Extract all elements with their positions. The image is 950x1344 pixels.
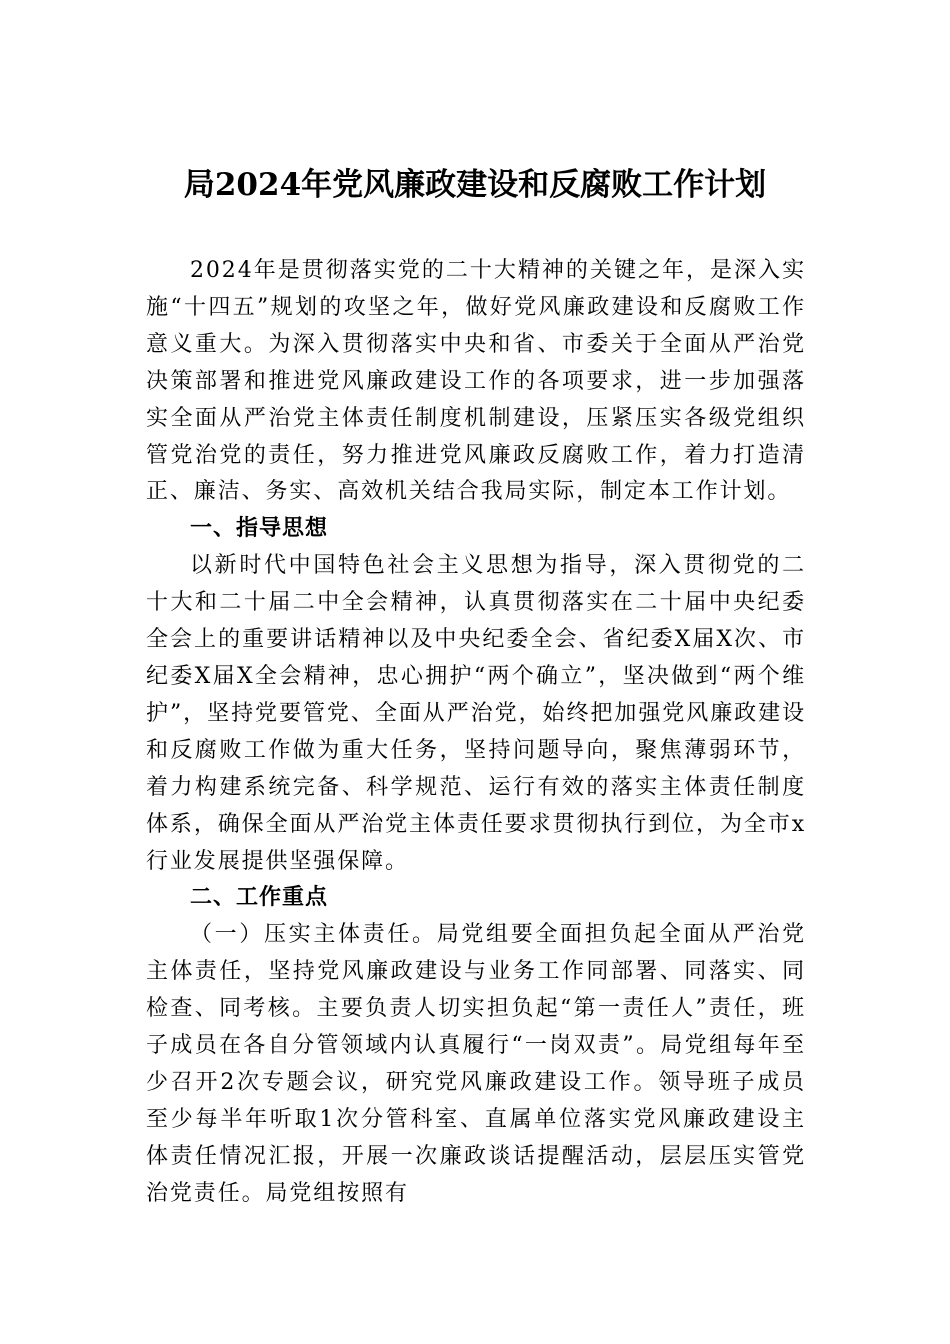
intro-paragraph: 2024年是贯彻落实党的二十大精神的关键之年，是深入实施“十四五”规划的攻坚之年，做好党风廉政建设和反腐败工作意义重大。为深入贯彻落实中央和省、市委关于全面从严治党决策部署和推进党风廉政建设工作的各项要求，进一步加强落实全面从严治党主体责任制度机制建设，压紧压实各级党组织管党治党的责任，努力推进党风廉政反腐败工作，着力打造清正、廉洁、务实、高效机关结合我局实际，制定本工作计划。 (146, 258, 806, 505)
subsection-title: （一）压实主体责任。 (190, 922, 437, 948)
section-heading-guiding-ideology: 一、指导思想 (190, 516, 329, 542)
document-title: 局2024年党风廉政建设和反腐败工作计划 (183, 167, 767, 203)
section-paragraph-work-focus (146, 917, 806, 1212)
document-body (146, 253, 806, 1213)
section-heading-work-focus: 二、工作重点 (190, 885, 329, 911)
section-paragraph-guiding-ideology: 以新时代中国特色社会主义思想为指导，深入贯彻党的二十大和二十届二中全会精神，认真贯彻落实在二十届中央纪委全会上的重要讲话精神以及中央纪委全会、省纪委X届X次、市纪委X届X全会精神，忠心拥护“两个确立”，坚决做到“两个维护”，坚持党要管党、全面从严治党，始终把加强党风廉政建设和反腐败工作做为重大任务，坚持问题导向，聚焦薄弱环节，着力构建系统完备、科学规范、运行有效的落实主体责任制度体系，确保全面从严治党主体责任要求贯彻执行到位，为全市x行业发展提供坚强保障。 (146, 553, 806, 874)
subsection-text: 局党组要全面担负起全面从严治党主体责任，坚持党风廉政建设与业务工作同部署、同落实、同检查、同考核。主要负责人切实担负起“第一责任人”责任，班子成员在各自分管领域内认真履行“一岗双责”。局党组每年至少召开2次专题会议，研究党风廉政建设工作。领导班子成员至少每半年听取1次分管科室、直属单位落实党风廉政建设主体责任情况汇报，开展一次廉政谈话提醒活动，层层压实管党治党责任。局党组按照有 (146, 922, 806, 1206)
